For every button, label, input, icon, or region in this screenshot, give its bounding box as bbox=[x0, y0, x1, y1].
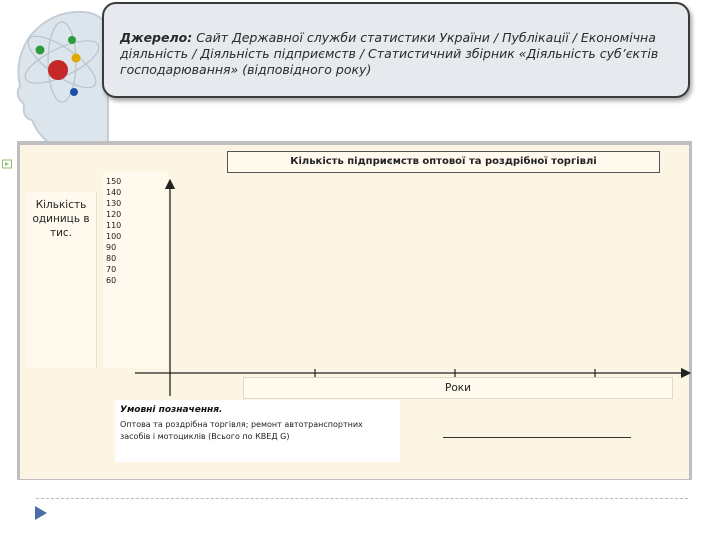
y-tick-label: 70 bbox=[106, 265, 117, 274]
y-tick-label: 80 bbox=[106, 254, 117, 263]
y-tick-label: 60 bbox=[106, 276, 117, 285]
next-slide-icon[interactable] bbox=[34, 505, 48, 521]
y-tick-label: 130 bbox=[106, 199, 122, 208]
y-tick-label: 140 bbox=[106, 188, 122, 197]
legend-swatch-line bbox=[443, 437, 631, 438]
y-axis-label: Кількість одиниць в тис. bbox=[26, 192, 97, 368]
y-tick-label: 150 bbox=[106, 177, 122, 186]
source-label: Джерело: bbox=[120, 30, 193, 45]
source-body: Сайт Державної служби статистики України / Публікації / Економічна діяльність / Діяльність підприємств / Статистичний збірник «Діяльність суб’єктів господарювання» (відповідного року) bbox=[120, 30, 659, 77]
y-tick-label: 110 bbox=[106, 221, 122, 230]
y-tick-label: 100 bbox=[106, 232, 122, 241]
chart-title: Кількість підприємств оптової та роздрібної торгівлі bbox=[227, 151, 660, 173]
y-tick-label: 90 bbox=[106, 243, 117, 252]
legend bbox=[115, 400, 400, 462]
divider bbox=[36, 498, 688, 499]
legend-title: Умовні позначення. bbox=[120, 405, 223, 415]
legend-entry: Оптова та роздрібна торгівля; ремонт автотранспортних засобів і мотоциклів (Всього по КВЕД G) bbox=[120, 420, 363, 441]
x-axis-label: Роки bbox=[243, 377, 673, 399]
y-tick-label: 120 bbox=[106, 210, 122, 219]
